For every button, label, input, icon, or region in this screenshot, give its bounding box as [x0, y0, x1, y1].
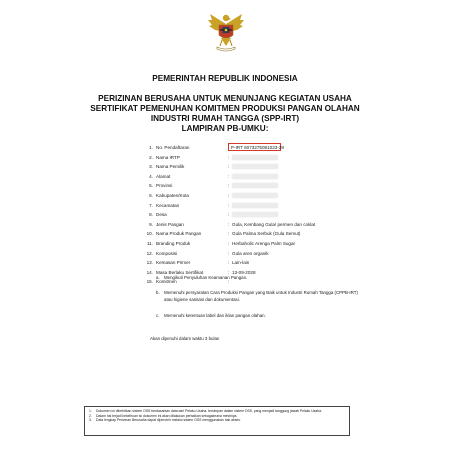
- field-label: Nama IRTP: [156, 154, 180, 160]
- title-line: INDUSTRI RUMAH TANGGA (SPP-IRT): [150, 114, 300, 123]
- field-number: 14.: [146, 269, 153, 275]
- field-label: Branding Produk: [156, 241, 191, 246]
- commitment-text: Memenuhi ketentuan label dan iklan pangan olahan.: [164, 313, 266, 318]
- footnote-text: Data lengkap Perizinan Berusaha dapat diperoleh melalui sistem OSS menggunakan hak akses.: [96, 418, 241, 423]
- field-number: 6.: [149, 193, 153, 198]
- commitment-letter: b.: [156, 290, 160, 295]
- field-label: Nama Produk Pangan: [156, 231, 202, 237]
- title-line: SERTIFIKAT PEMENUHAN KOMITMEN PRODUKSI PANGAN OLAHAN: [90, 104, 360, 113]
- field-label: Jenis Pangan: [156, 221, 184, 227]
- field-row: [144, 191, 364, 200]
- field-number: 5.: [149, 183, 153, 189]
- field-colon: :: [228, 241, 230, 246]
- footnote: [89, 418, 345, 423]
- field-number: 8.: [149, 212, 153, 218]
- footnote-number: 2.: [89, 413, 92, 418]
- field-label: Provinsi: [156, 183, 173, 189]
- field-label: No. Pendaftaran: [156, 145, 190, 150]
- field-label: Kemasan Primer: [156, 260, 191, 266]
- footnotes-box: [84, 406, 350, 436]
- field-colon: :: [228, 250, 230, 256]
- redacted-value: [232, 203, 278, 208]
- field-value: Gula, Kembang Gula/ permen dan coklat: [232, 221, 316, 227]
- field-colon: :: [228, 164, 230, 170]
- redacted-value: [232, 155, 278, 160]
- field-number: 1.: [149, 145, 153, 150]
- field-colon: :: [228, 221, 230, 227]
- field-row: [144, 249, 364, 258]
- title-line: LAMPIRAN PB-UMKU:: [181, 124, 269, 133]
- field-row: [144, 258, 364, 267]
- field-value: Herbaholic Arenga Palm Sugar: [232, 241, 296, 246]
- field-value: 13-09-2028: [232, 269, 256, 275]
- field-row: [144, 172, 364, 181]
- field-colon: :: [228, 202, 230, 208]
- field-colon: :: [228, 193, 230, 198]
- field-colon: :: [228, 231, 230, 237]
- field-label: Kecamatan: [156, 202, 180, 208]
- field-label: Komposisi: [156, 250, 178, 256]
- field-colon: :: [228, 154, 230, 160]
- footnote-number: 3.: [89, 418, 92, 423]
- field-value: Gula aren organik: [232, 250, 269, 256]
- field-label: Nama Pemilik: [156, 164, 185, 170]
- redacted-value: [232, 174, 278, 179]
- field-colon: :: [228, 269, 230, 275]
- commitment-text: Mengikuti Penyuluhan Keamanan Pangan.: [164, 275, 248, 280]
- field-colon: :: [228, 212, 230, 218]
- commitment-text: Memenuhi persyaratan Cara Produksi Pangan yang Baik untuk Industri Rumah Tangga (CPPB-IRT) atau higiene sanitasi dan dokumentasi.: [164, 290, 358, 302]
- field-number: 4.: [149, 173, 153, 179]
- commitment-letter: c.: [156, 313, 160, 318]
- field-colon: :: [228, 173, 230, 179]
- commitment-letter: a.: [156, 275, 160, 280]
- field-colon: :: [228, 260, 230, 266]
- field-row: [144, 181, 364, 190]
- redacted-value: [232, 193, 278, 198]
- field-number: 10.: [146, 231, 153, 237]
- field-row: [144, 239, 364, 248]
- field-number: 11.: [146, 241, 153, 246]
- field-colon: :: [228, 279, 230, 285]
- field-number: 7.: [149, 202, 153, 208]
- field-row: [144, 220, 364, 229]
- field-row: [144, 143, 364, 152]
- field-colon: :: [228, 145, 230, 150]
- field-value: Lain-lain: [232, 260, 250, 266]
- field-number: 15.: [146, 279, 153, 285]
- title-line: PERIZINAN BERUSAHA UNTUK MENUNJANG KEGIATAN USAHA: [98, 94, 352, 103]
- field-number: 13.: [146, 260, 153, 266]
- field-number: 12.: [146, 250, 153, 256]
- field-row: [144, 229, 364, 238]
- commitment-closing-text: Akan dipenuhi dalam waktu 3 bulan: [150, 336, 220, 341]
- garuda-emblem-icon: [206, 10, 246, 54]
- field-number: 9.: [149, 221, 153, 227]
- field-label: Komitmen: [156, 279, 177, 285]
- government-heading: PEMERINTAH REPUBLIK INDONESIA: [152, 74, 298, 83]
- redacted-value: [232, 183, 278, 188]
- field-value: Gula Palma Serbuk (Gula Semut): [232, 231, 301, 237]
- field-number: 2.: [149, 154, 153, 160]
- field-row: [144, 162, 364, 171]
- garuda-pancasila-emblem-icon: [206, 10, 246, 54]
- certificate-title: [40, 94, 410, 134]
- footnote-text: Dalam hal terjadi kekeliruan isi dokumen ini akan dilakukan perbaikan sebagaimana mestinya.: [96, 413, 238, 418]
- field-label: Desa: [156, 212, 167, 218]
- field-row: [144, 201, 364, 210]
- footnote-text: Dokumen ini diterbitkan sistem OSS berdasarkan data dari Pelaku Usaha, tersimpan dalam sistem OSS, yang menjadi tanggung jawab Pelaku Usaha.: [96, 409, 322, 413]
- field-row: [144, 153, 364, 162]
- redacted-value: [232, 212, 278, 217]
- field-label: Alamat: [156, 173, 171, 179]
- registration-number-value: P-IRT 6073275081023-28: [231, 145, 284, 150]
- field-label: Masa Berlaku Sertifikat: [156, 269, 204, 275]
- redacted-value: [232, 164, 278, 169]
- field-colon: :: [228, 183, 230, 189]
- footnote-number: 1.: [89, 409, 92, 413]
- field-number: 3.: [149, 164, 153, 170]
- field-label: Kabupaten/Kota: [156, 193, 189, 198]
- field-row: [144, 210, 364, 219]
